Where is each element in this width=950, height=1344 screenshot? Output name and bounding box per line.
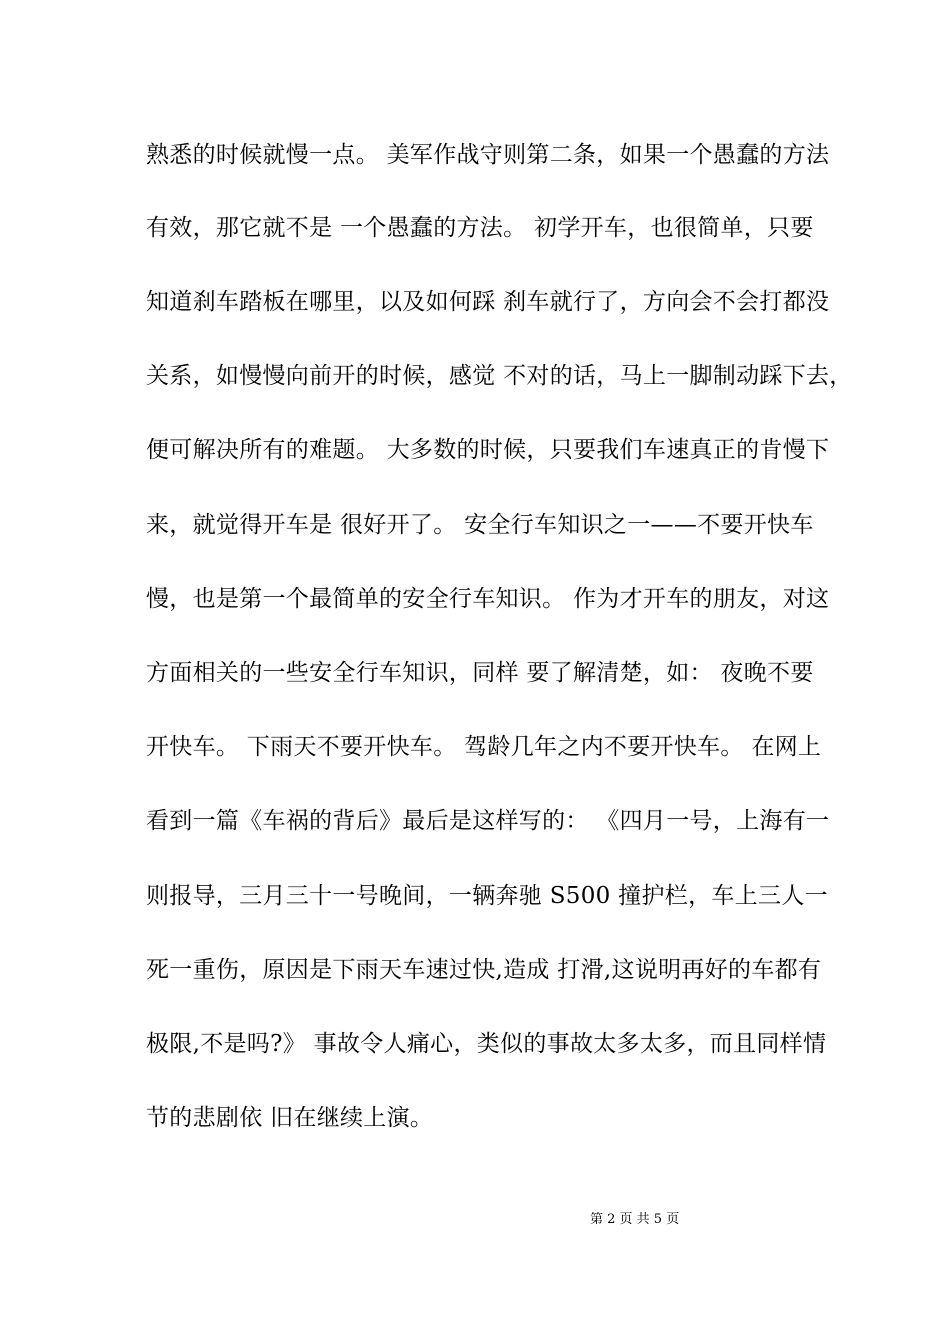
body-text-line: 知道刹车踏板在哪里，以及如何踩 刹车就行了，方向会不会打都没 (146, 289, 830, 315)
page-number-footer: 第 2 页 共 5 页 (590, 1212, 680, 1227)
body-text-line: 慢，也是第一个最简单的安全行车知识。 作为才开车的朋友，对这 (146, 586, 830, 612)
body-text-line: 有效，那它就不是 一个愚蠢的方法。 初学开车，也很简单，只要 (146, 215, 814, 241)
body-text-line: 极限,不是吗?》 事故令人痛心，类似的事故太多太多，而且同样情 (146, 1031, 827, 1057)
body-text-line: 开快车。 下雨天不要开快车。 驾龄几年之内不要开快车。 在网上 (146, 734, 822, 760)
body-text-line: 熟悉的时候就慢一点。 美军作战守则第二条，如果一个愚蠢的方法 (146, 142, 830, 168)
body-text-line: 来，就觉得开车是 很好开了。 安全行车知识之一——不要开快车 (146, 512, 814, 538)
body-text-line: 则报导，三月三十一号晚间，一辆奔驰 S500 撞护栏，车上三人一 (146, 883, 828, 909)
body-text-line: 关系，如慢慢向前开的时候，感觉 不对的话，马上一脚制动踩下去， (146, 363, 853, 389)
body-text-line: 方面相关的一些安全行车知识，同样 要了解清楚，如： 夜晚不要 (146, 660, 814, 686)
body-text-line: 死一重伤，原因是下雨天车速过快,造成 打滑,这说明再好的车都有 (146, 957, 822, 983)
body-text-line: 看到一篇《车祸的背后》最后是这样写的： 《四月一号，上海有一 (146, 808, 830, 834)
body-text-line: 节的悲剧依 旧在继续上演。 (146, 1105, 434, 1131)
body-text-line: 便可解决所有的难题。 大多数的时候，只要我们车速真正的肯慢下 (146, 437, 830, 463)
